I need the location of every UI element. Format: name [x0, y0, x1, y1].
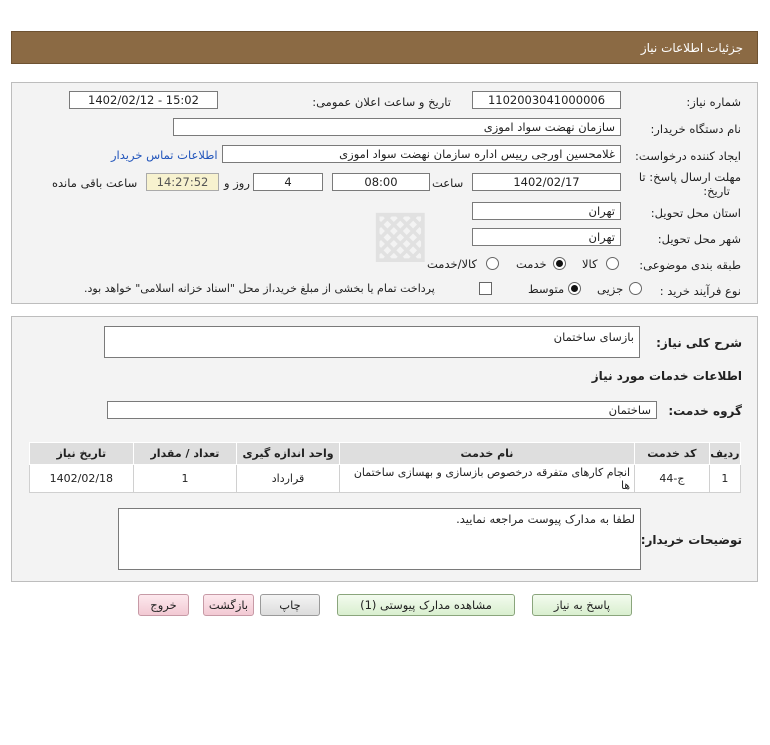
- deadline-label: مهلت ارسال پاسخ: تا: [638, 170, 741, 184]
- treasury-payment-checkbox[interactable]: [479, 282, 492, 295]
- header-bar: [11, 31, 758, 64]
- table-row: [30, 465, 741, 493]
- buyer-notes-field: لطفا به مدارک پیوست مراجعه نمایید.: [118, 508, 641, 570]
- category-radio-service[interactable]: [553, 257, 566, 270]
- category-label: طبقه بندی موضوعی:: [639, 258, 741, 272]
- remaining-time-label: ساعت باقی مانده: [52, 176, 138, 190]
- category-option-goods-service: کالا/خدمت: [427, 257, 478, 271]
- province-field: تهران: [472, 202, 621, 220]
- summary-label: شرح کلی نیاز:: [656, 336, 742, 350]
- services-section-title: اطلاعات خدمات مورد نیاز: [591, 369, 742, 383]
- process-radio-medium[interactable]: [568, 282, 581, 295]
- reply-to-need-button[interactable]: پاسخ به نیاز: [532, 594, 632, 616]
- table-header-row: [30, 443, 741, 465]
- category-option-goods: کالا: [582, 257, 598, 271]
- province-label: استان محل تحویل:: [650, 206, 741, 220]
- back-button[interactable]: بازگشت: [203, 594, 254, 616]
- page-title: جزئیات اطلاعات نیاز: [640, 41, 743, 55]
- category-radio-goods-service[interactable]: [486, 257, 499, 270]
- col-service-code: کد خدمت: [635, 443, 710, 465]
- days-label: روز و: [224, 176, 250, 190]
- buyer-contact-link[interactable]: اطلاعات تماس خریدار: [111, 148, 218, 162]
- col-need-date: تاریخ نیاز: [30, 443, 134, 465]
- col-service-name: نام خدمت: [339, 443, 634, 465]
- buyer-org-label: نام دستگاه خریدار:: [650, 122, 741, 136]
- col-unit: واحد اندازه گیری: [237, 443, 340, 465]
- col-row-number: ردیف: [709, 443, 740, 465]
- treasury-payment-note: پرداخت تمام یا بخشی از مبلغ خرید،از محل "اسناد خزانه اسلامی" خواهد بود.: [84, 282, 435, 295]
- service-group-label: گروه خدمت:: [668, 404, 742, 418]
- watermark-logo: ▩: [370, 196, 431, 270]
- deadline-time-label: ساعت: [432, 176, 464, 190]
- need-number-field: 1102003041000006: [472, 91, 621, 109]
- remaining-time-field: 14:27:52: [146, 173, 219, 191]
- view-attachments-button[interactable]: مشاهده مدارک پیوستی (1): [337, 594, 515, 616]
- requester-label: ایجاد کننده درخواست:: [635, 149, 741, 163]
- category-radio-goods[interactable]: [606, 257, 619, 270]
- process-label: نوع فرآیند خرید :: [659, 284, 741, 298]
- deadline-date-field: 1402/02/17: [472, 173, 621, 191]
- print-button[interactable]: چاپ: [260, 594, 320, 616]
- cell-unit: قرارداد: [237, 465, 340, 493]
- buyer-notes-label: توضیحات خریدار:: [640, 533, 742, 547]
- exit-button[interactable]: خروج: [138, 594, 189, 616]
- cell-quantity: 1: [133, 465, 237, 493]
- cell-need-date: 1402/02/18: [30, 465, 134, 493]
- col-quantity: تعداد / مقدار: [133, 443, 237, 465]
- requester-field: غلامحسین اورجی رییس اداره سازمان نهضت سواد اموزی: [222, 145, 621, 163]
- service-group-field: ساختمان: [107, 401, 657, 419]
- city-label: شهر محل تحویل:: [657, 232, 741, 246]
- announce-label: تاریخ و ساعت اعلان عمومی:: [312, 95, 451, 109]
- cell-service-code: ج-44: [635, 465, 710, 493]
- city-field: تهران: [472, 228, 621, 246]
- summary-field: بازسای ساختمان: [104, 326, 640, 358]
- deadline-label-date: تاریخ:: [703, 184, 730, 198]
- deadline-time-field: 08:00: [332, 173, 430, 191]
- announce-datetime-field: 1402/02/12 - 15:02: [69, 91, 218, 109]
- process-radio-minor[interactable]: [629, 282, 642, 295]
- cell-row-number: 1: [709, 465, 740, 493]
- services-table: [29, 442, 741, 493]
- process-option-minor: جزیی: [597, 282, 624, 296]
- need-number-label: شماره نیاز:: [686, 95, 741, 109]
- days-field: 4: [253, 173, 323, 191]
- cell-service-name: انجام کارهای متفرقه درخصوص بازسازی و بهسازی ساختمان ها: [339, 465, 634, 493]
- buyer-org-field: سازمان نهضت سواد اموزی: [173, 118, 621, 136]
- category-option-service: خدمت: [516, 257, 547, 271]
- process-option-medium: متوسط: [528, 282, 565, 296]
